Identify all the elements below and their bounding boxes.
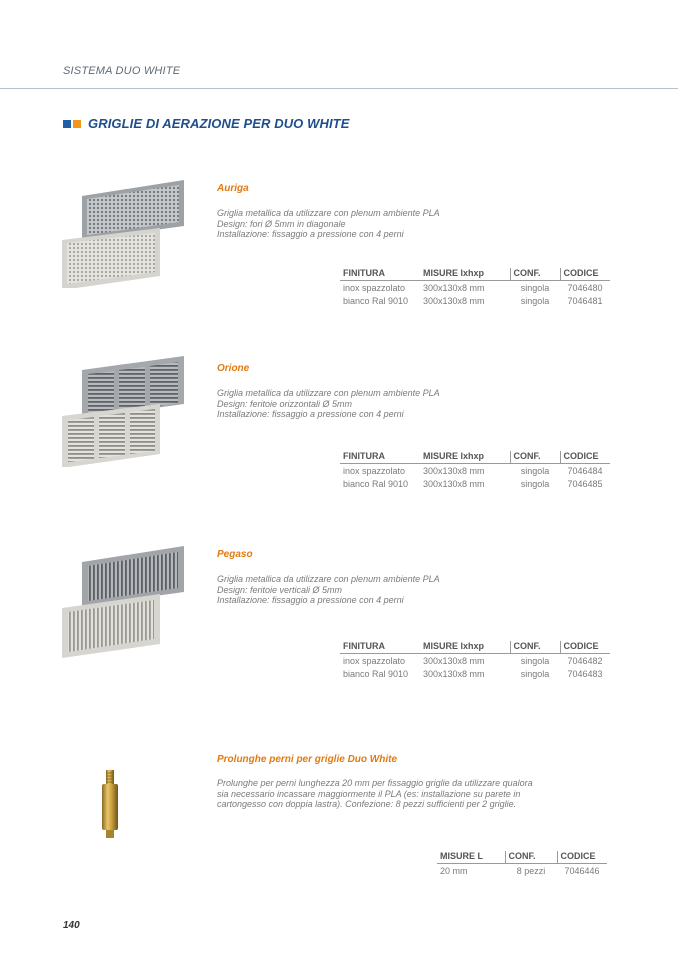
column-header: CONF. [510, 451, 560, 464]
section-title-text: GRIGLIE DI AERAZIONE PER DUO WHITE [88, 116, 350, 131]
product-description [217, 574, 617, 606]
column-header: CODICE [560, 641, 610, 654]
desc-line: Installazione: fissaggio a pressione con 4 perni [217, 595, 404, 605]
cell-misure: 300x130x8 mm [423, 296, 485, 306]
cell-misure: 20 mm [440, 866, 468, 877]
column-header: MISURE lxhxp [420, 641, 510, 654]
column-header: CODICE [560, 268, 610, 281]
table-row [340, 281, 610, 294]
column-header: MISURE L [437, 851, 505, 864]
product-name: Pegaso [217, 549, 253, 560]
desc-line: cartongesso con doppia lastra). Confezione: 8 pezzi sufficienti per 2 griglie. [217, 799, 517, 809]
product-name: Prolunghe perni per griglie Duo White [217, 754, 398, 765]
running-head: SISTEMA DUO WHITE [63, 65, 181, 77]
cell-finitura: inox spazzolato [343, 656, 406, 667]
page-number: 140 [63, 920, 80, 931]
column-header: CONF. [505, 851, 557, 864]
cell-conf: 8 pezzi [516, 866, 546, 877]
table-row [340, 464, 610, 477]
product-description [217, 778, 617, 810]
perforated-grille-image [56, 178, 188, 288]
desc-line: Griglia metallica da utilizzare con plenum ambiente PLA [217, 574, 440, 584]
column-header: CODICE [560, 451, 610, 464]
cell-misure: 300x130x8 mm [423, 466, 485, 477]
table-row [340, 654, 610, 667]
column-header: CONF. [510, 268, 560, 281]
cell-conf: singola [520, 656, 550, 667]
spec-table [340, 268, 610, 307]
cell-conf: singola [520, 669, 550, 679]
cell-codice: 7046446 [564, 866, 600, 877]
column-header: MISURE lxhxp [420, 268, 510, 281]
orange-square-icon [73, 120, 81, 128]
cell-codice: 7046484 [567, 466, 603, 477]
table-row [340, 477, 610, 490]
cell-codice: 7046485 [567, 479, 603, 489]
cell-finitura: inox spazzolato [343, 466, 406, 477]
column-header: FINITURA [340, 641, 420, 654]
cell-conf: singola [520, 479, 550, 489]
column-header: MISURE lxhxp [420, 451, 510, 464]
cell-codice: 7046480 [567, 283, 603, 294]
desc-line: Installazione: fissaggio a pressione con 4 perni [217, 409, 404, 419]
spec-table [437, 851, 607, 877]
column-header: CONF. [510, 641, 560, 654]
desc-line: Griglia metallica da utilizzare con plenum ambiente PLA [217, 208, 440, 218]
cell-finitura: bianco Ral 9010 [343, 479, 409, 489]
product-name: Auriga [217, 183, 249, 194]
cell-conf: singola [520, 466, 550, 477]
column-header: FINITURA [340, 451, 420, 464]
desc-line: Prolunghe per perni lunghezza 20 mm per fissaggio griglie da utilizzare qualora [217, 778, 533, 788]
cell-codice: 7046483 [567, 669, 603, 679]
desc-line: Installazione: fissaggio a pressione con 4 perni [217, 229, 404, 239]
desc-line: Design: fori Ø 5mm in diagonale [217, 218, 346, 229]
header-rule [0, 88, 678, 89]
cell-misure: 300x130x8 mm [423, 656, 485, 667]
cell-conf: singola [520, 296, 550, 306]
cell-codice: 7046481 [567, 296, 603, 306]
desc-line: Griglia metallica da utilizzare con plenum ambiente PLA [217, 388, 440, 398]
product-name: Orione [217, 363, 250, 374]
horizontal-slot-grille-image [56, 352, 188, 467]
section-title [63, 116, 349, 131]
cell-misure: 300x130x8 mm [423, 479, 485, 489]
table-row [437, 864, 607, 877]
blue-square-icon [63, 120, 71, 128]
column-header: CODICE [557, 851, 607, 864]
cell-conf: singola [520, 283, 550, 294]
cell-finitura: inox spazzolato [343, 283, 406, 294]
spec-table [340, 641, 610, 680]
desc-line: Design: feritoie orizzontali Ø 5mm [217, 398, 353, 409]
cell-misure: 300x130x8 mm [423, 283, 485, 294]
table-row [340, 667, 610, 680]
cell-finitura: bianco Ral 9010 [343, 296, 409, 306]
column-header: FINITURA [340, 268, 420, 281]
cell-misure: 300x130x8 mm [423, 669, 485, 679]
vertical-slot-grille-image [56, 544, 188, 659]
spec-table [340, 451, 610, 490]
product-description [217, 208, 617, 240]
cell-codice: 7046482 [567, 656, 603, 667]
cell-finitura: bianco Ral 9010 [343, 669, 409, 679]
brass-pin-extension-image [98, 768, 122, 840]
desc-line: Design: feritoie verticali Ø 5mm [217, 584, 343, 595]
product-description [217, 388, 617, 420]
desc-line: sia necessario incassare maggiormente il PLA (es: installazione su parete in [217, 788, 521, 799]
table-row [340, 294, 610, 307]
